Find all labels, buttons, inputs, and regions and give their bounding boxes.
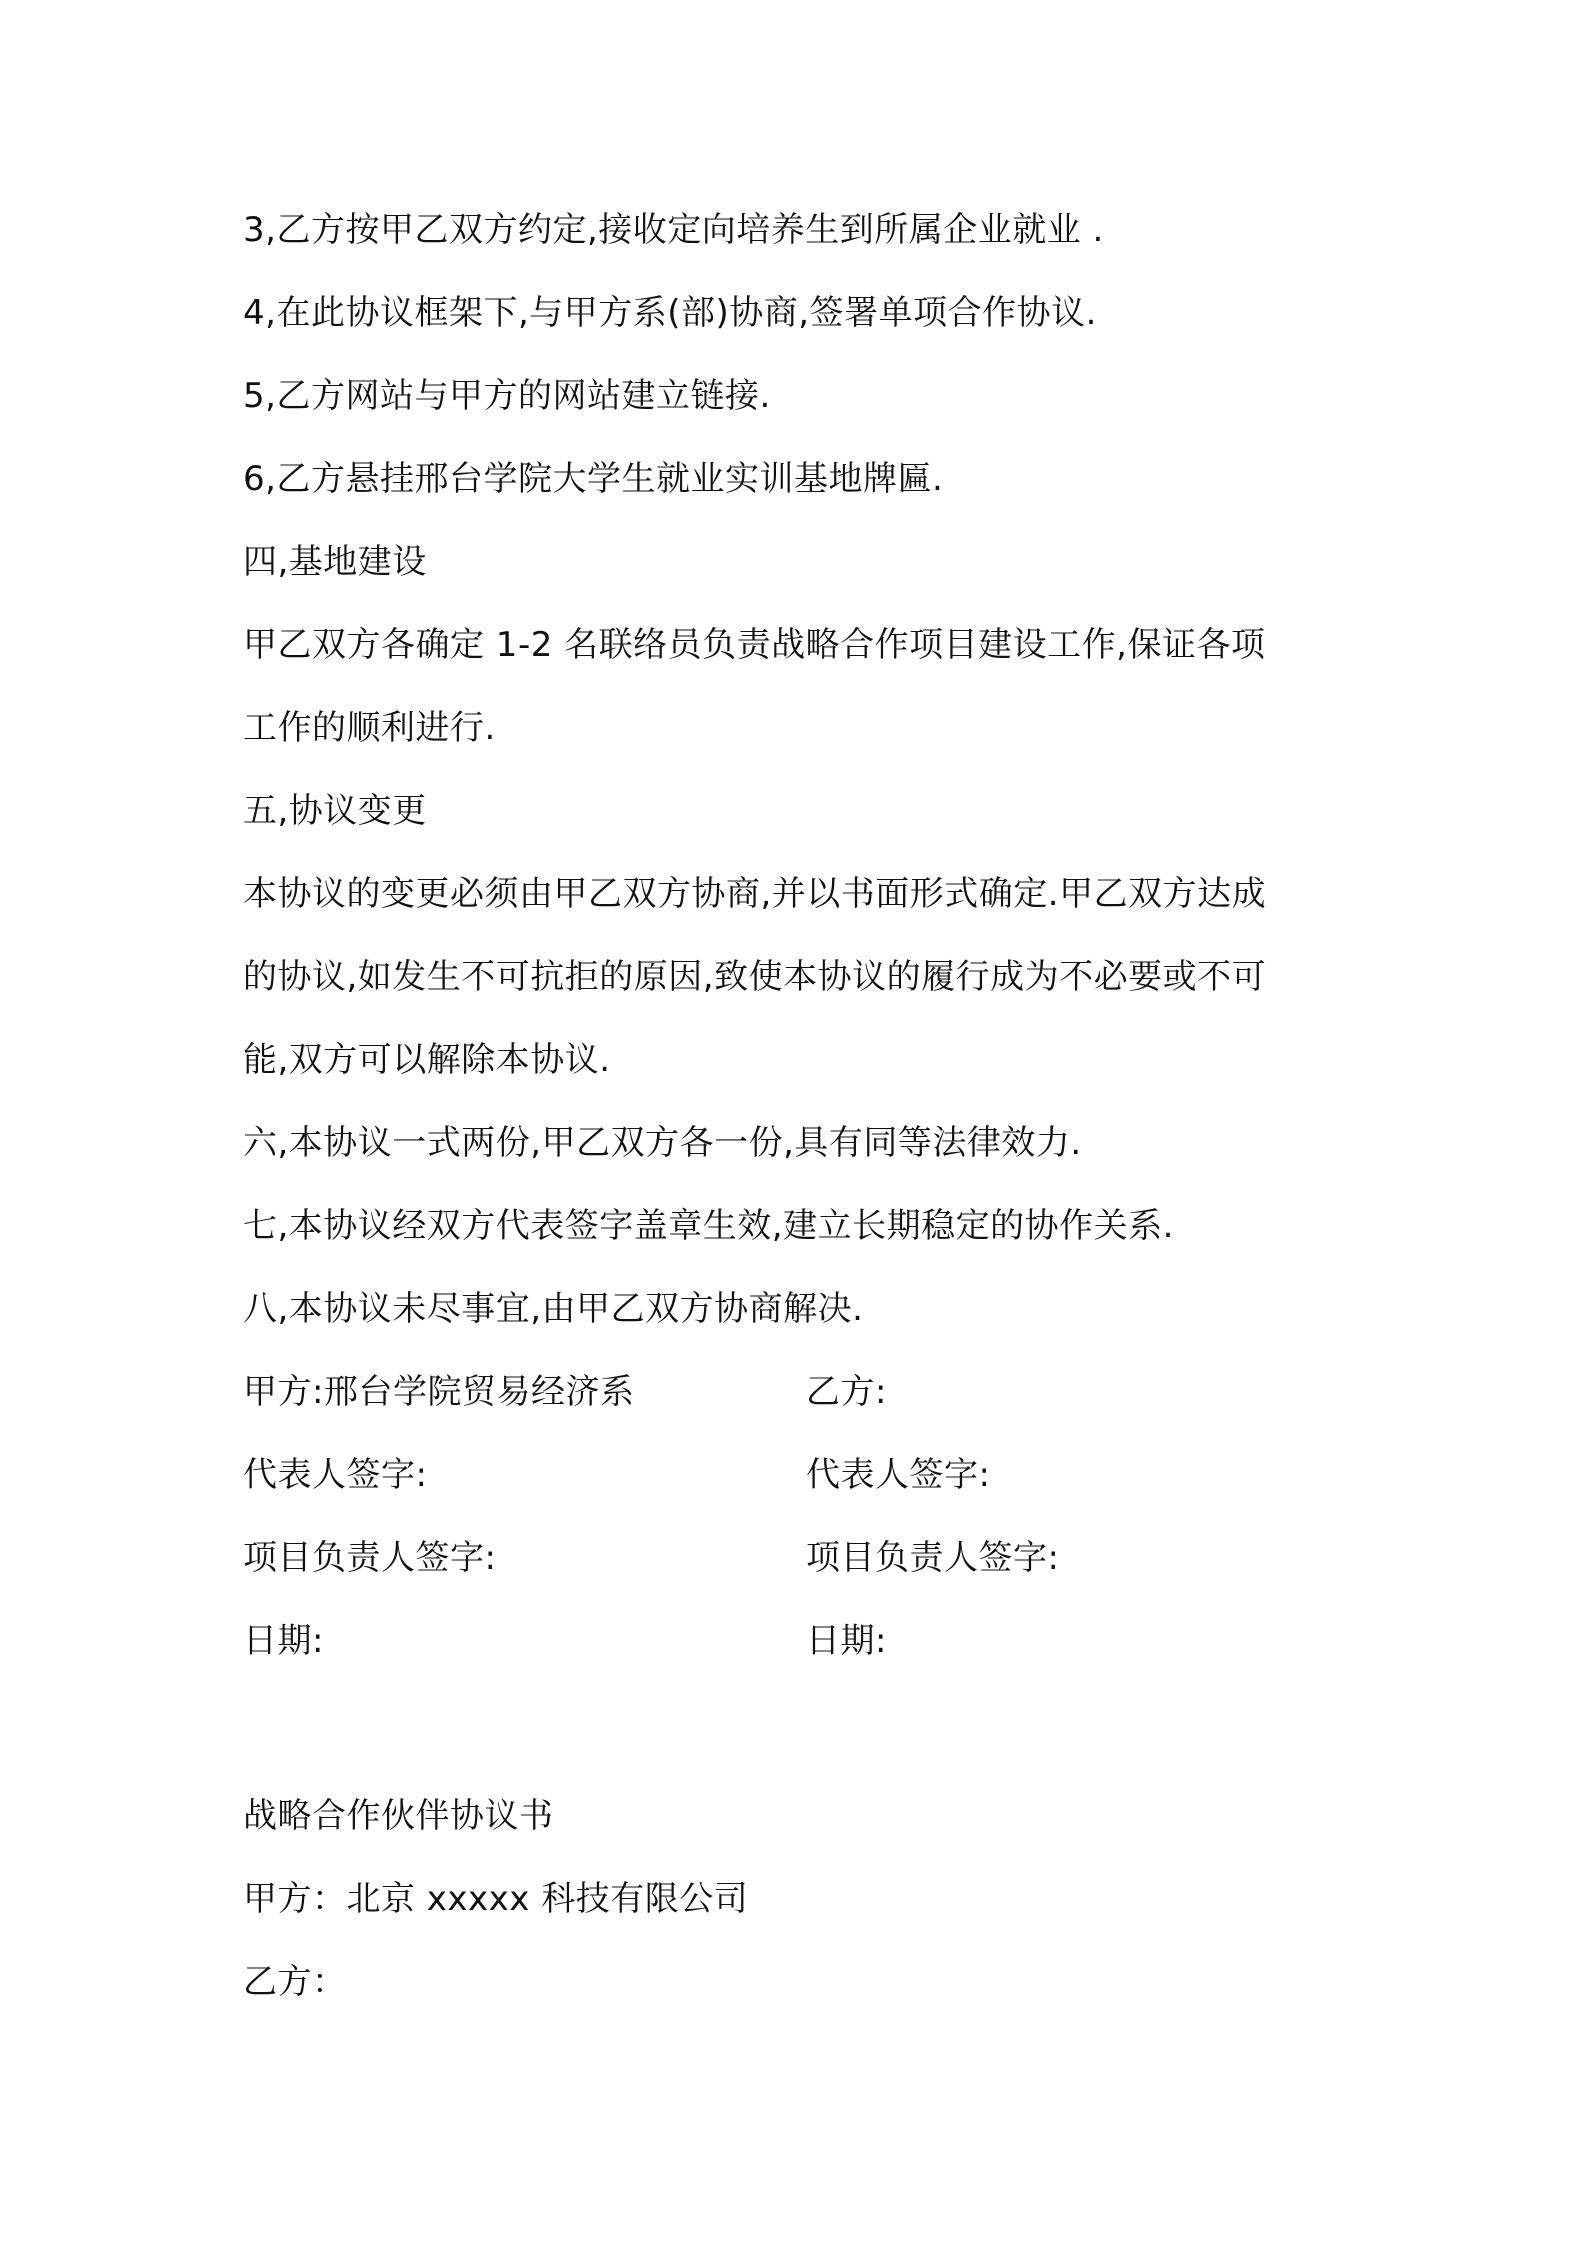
clause-3-line: 3,乙方按甲乙双方约定,接收定向培养生到所属企业就业 .: [243, 210, 1104, 250]
next-document-party-a: 甲方：北京 xxxxx 科技有限公司: [243, 1879, 749, 1919]
clause-six-line: 六,本协议一式两份,甲乙双方各一份,具有同等法律效力.: [243, 1123, 1082, 1163]
party-b-label: 乙方:: [806, 1372, 887, 1412]
base-construction-paragraph-line-1: 甲乙双方各确定 1-2 名联络员负责战略合作项目建设工作,保证各项: [243, 625, 1266, 665]
clause-seven-line: 七,本协议经双方代表签字盖章生效,建立长期稳定的协作关系.: [243, 1206, 1174, 1246]
party-a-representative-signature: 代表人签字:: [243, 1455, 428, 1495]
clause-6-line: 6,乙方悬挂邢台学院大学生就业实训基地牌匾.: [243, 459, 944, 499]
base-construction-paragraph-line-2: 工作的顺利进行.: [243, 708, 496, 748]
agreement-change-paragraph-line-1: 本协议的变更必须由甲乙双方协商,并以书面形式确定.甲乙双方达成: [243, 874, 1267, 914]
party-b-project-lead-signature: 项目负责人签字:: [806, 1538, 1060, 1578]
party-a-date: 日期:: [243, 1621, 324, 1661]
agreement-change-paragraph-line-2: 的协议,如发生不可抗拒的原因,致使本协议的履行成为不必要或不可: [243, 957, 1267, 997]
clause-5-line: 5,乙方网站与甲方的网站建立链接.: [243, 376, 771, 416]
party-a-label: 甲方:邢台学院贸易经济系: [243, 1372, 635, 1412]
next-document-title: 战略合作伙伴协议书: [243, 1796, 554, 1836]
party-b-date: 日期:: [806, 1621, 887, 1661]
agreement-change-paragraph-line-3: 能,双方可以解除本协议.: [243, 1040, 611, 1080]
section-heading-agreement-change: 五,协议变更: [243, 791, 427, 831]
clause-4-line: 4,在此协议框架下,与甲方系(部)协商,签署单项合作协议.: [243, 293, 1097, 333]
clause-eight-line: 八,本协议未尽事宜,由甲乙双方协商解决.: [243, 1289, 864, 1329]
next-document-party-b: 乙方：: [243, 1962, 347, 2002]
party-b-representative-signature: 代表人签字:: [806, 1455, 991, 1495]
party-a-project-lead-signature: 项目负责人签字:: [243, 1538, 497, 1578]
section-heading-base-construction: 四,基地建设: [243, 542, 427, 582]
